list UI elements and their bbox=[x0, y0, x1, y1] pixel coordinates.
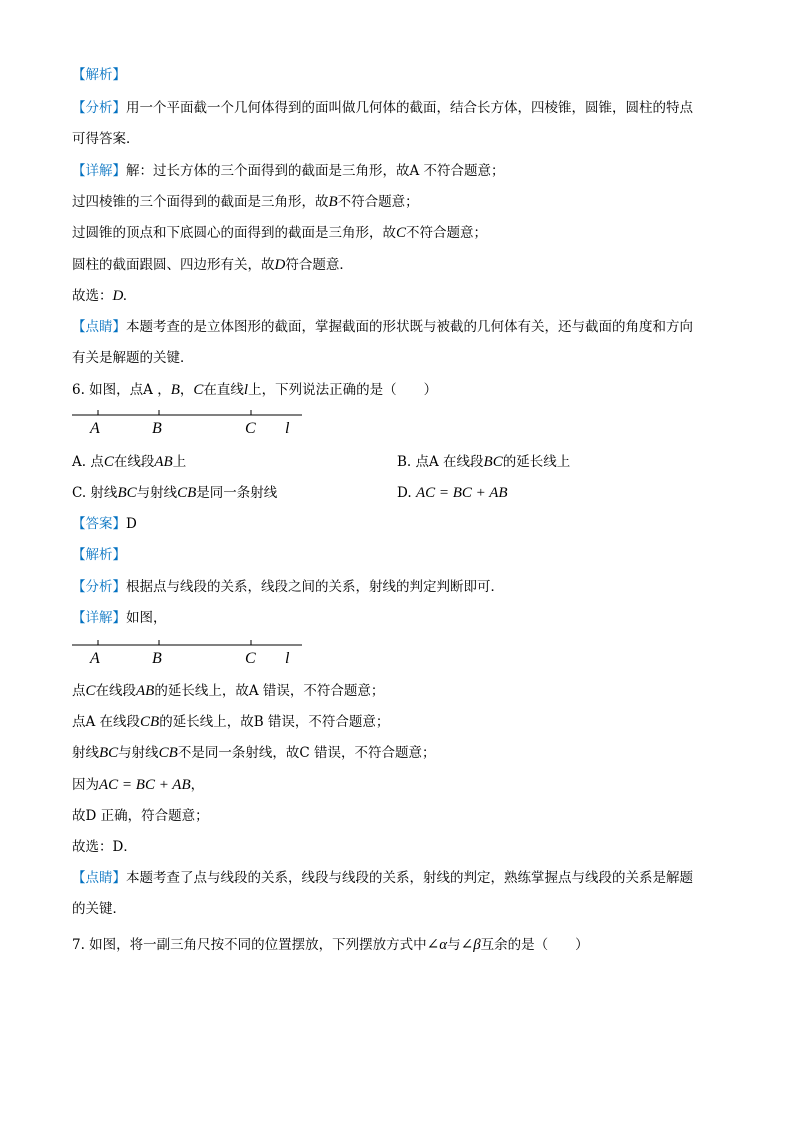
math-expr: AC = BC + AB bbox=[415, 485, 508, 501]
comment-text: 本题考查的是立体图形的截面，掌握截面的形状既与被截的几何体有关，还与截面的角度和方向 bbox=[126, 319, 693, 335]
detail-q6-2 bbox=[72, 713, 389, 731]
math-angle-beta: ∠β bbox=[460, 937, 481, 953]
xiangjie-line-q6 bbox=[72, 609, 167, 627]
math-expr: AC = BC + AB bbox=[99, 777, 191, 793]
xiangjie-tag: 【详解】 bbox=[72, 163, 126, 179]
detail-text: 不是同一条射线，故C 错误，不符合题意； bbox=[177, 745, 436, 761]
detail-q6-4 bbox=[72, 776, 204, 794]
choose-label: 故选： bbox=[72, 288, 113, 304]
line-figure-question bbox=[70, 406, 304, 438]
detail-text: 过四棱锥的三个面得到的截面是三角形，故 bbox=[72, 194, 329, 210]
fenxi-text: 用一个平面截一个几何体得到的面叫做几何体的截面，结合长方体，四棱锥，圆锥，圆柱的特点 bbox=[126, 100, 693, 116]
option-text: 上 bbox=[172, 454, 187, 470]
answer-value: D bbox=[126, 516, 137, 532]
math-var: AB bbox=[154, 454, 173, 470]
point-label-a: A bbox=[90, 420, 100, 437]
comment-text: 本题考查了点与线段的关系，线段与线段的关系，射线的判定，熟练掌握点与线段的关系是解题 bbox=[126, 870, 693, 886]
detail-line-4 bbox=[72, 256, 353, 274]
choose-answer: D. bbox=[112, 288, 128, 304]
detail-text: 不符合题意； bbox=[406, 225, 488, 241]
stem-text: ， bbox=[179, 382, 194, 398]
line-figure-solution bbox=[70, 636, 304, 668]
detail-text: 因为 bbox=[72, 777, 99, 793]
analysis-heading: 【解析】 bbox=[72, 67, 126, 83]
choose-line bbox=[72, 287, 127, 305]
analysis-heading-q6: 【解析】 bbox=[72, 547, 126, 563]
detail-q6-5: 故D 正确，符合题意； bbox=[72, 808, 209, 824]
detail-text: 点 bbox=[72, 683, 86, 699]
math-var: CB bbox=[158, 745, 178, 761]
option-text: A. 点 bbox=[72, 454, 104, 470]
detail-q6-3 bbox=[72, 744, 435, 762]
fenxi-tag: 【分析】 bbox=[72, 100, 126, 116]
detail-text: 过圆锥的顶点和下底圆心的面得到的截面是三角形，故 bbox=[72, 225, 396, 241]
option-a bbox=[72, 453, 186, 471]
stem-text: 6. 如图，点A ， bbox=[72, 382, 171, 398]
math-var: CB bbox=[140, 714, 160, 730]
analysis-paragraph bbox=[72, 99, 693, 117]
detail-line-1 bbox=[72, 162, 505, 180]
detail-text: 的延长线上，故A 错误，不符合题意； bbox=[154, 683, 385, 699]
option-d bbox=[397, 484, 508, 502]
option-text: 的延长线上 bbox=[502, 454, 571, 470]
stem-text: 在直线 bbox=[203, 382, 244, 398]
math-var: B bbox=[328, 194, 338, 210]
answer-tag: 【答案】 bbox=[72, 516, 126, 532]
option-text: B. 点A 在线段 bbox=[397, 454, 484, 470]
point-label-c: C bbox=[245, 650, 256, 667]
detail-text: 符合题意． bbox=[285, 257, 353, 273]
line-label-l: l bbox=[285, 650, 290, 667]
math-var: BC bbox=[117, 485, 137, 501]
detail-text: 在线段 bbox=[95, 683, 137, 699]
detail-text: ， bbox=[190, 777, 205, 793]
option-c bbox=[72, 484, 277, 502]
comment-q6-1 bbox=[72, 869, 693, 887]
detail-line-3 bbox=[72, 224, 487, 242]
dianjing-tag: 【点睛】 bbox=[72, 870, 126, 886]
comment-line-1 bbox=[72, 318, 693, 336]
math-var: BC bbox=[483, 454, 503, 470]
fenxi-text: 根据点与线段的关系，线段之间的关系，射线的判定判断即可． bbox=[126, 579, 504, 595]
question-7-stem bbox=[72, 936, 589, 954]
option-text: 在线段 bbox=[113, 454, 155, 470]
dianjing-tag: 【点睛】 bbox=[72, 319, 126, 335]
detail-text: 不符合题意； bbox=[337, 194, 419, 210]
point-label-b: B bbox=[152, 650, 162, 667]
fenxi-tag: 【分析】 bbox=[72, 579, 126, 595]
xiangjie-tag: 【详解】 bbox=[72, 610, 126, 626]
math-var: CB bbox=[177, 485, 197, 501]
detail-q6-6: 故选：D． bbox=[72, 839, 137, 855]
detail-text: 圆柱的截面跟圆、四边形有关，故 bbox=[72, 257, 275, 273]
math-var: C bbox=[103, 454, 114, 470]
math-var: BC bbox=[99, 745, 119, 761]
detail-text: 的延长线上，故B 错误，不符合题意； bbox=[159, 714, 390, 730]
option-text: D. bbox=[397, 485, 416, 501]
point-label-c: C bbox=[245, 420, 256, 437]
math-var: C bbox=[396, 225, 407, 241]
option-b bbox=[397, 453, 570, 471]
stem-text: 与 bbox=[447, 937, 461, 953]
stem-text: 7. 如图，将一副三角尺按不同的位置摆放，下列摆放方式中 bbox=[72, 937, 427, 953]
stem-text: 互余的是（ ） bbox=[480, 937, 589, 953]
fenxi-line-q6 bbox=[72, 578, 504, 596]
comment-line-2: 有关是解题的关键． bbox=[72, 350, 194, 366]
detail-line-2 bbox=[72, 193, 419, 211]
math-var: D bbox=[274, 257, 286, 273]
line-label-l: l bbox=[285, 420, 290, 437]
math-var: AB bbox=[136, 683, 155, 699]
math-angle-alpha: ∠α bbox=[426, 937, 448, 953]
answer-line bbox=[72, 515, 137, 533]
math-var: C bbox=[85, 683, 96, 699]
option-text: C. 射线 bbox=[72, 485, 118, 501]
detail-text: 与射线 bbox=[118, 745, 159, 761]
option-text: 与射线 bbox=[136, 485, 178, 501]
detail-text-1: 解：过长方体的三个面得到的截面是三角形，故A 不符合题意； bbox=[126, 163, 505, 179]
math-var: C bbox=[193, 382, 204, 398]
detail-text: 射线 bbox=[72, 745, 99, 761]
math-var: B bbox=[170, 382, 180, 398]
question-6-stem bbox=[72, 381, 437, 399]
xiangjie-text: 如图， bbox=[126, 610, 167, 626]
stem-text: 上，下列说法正确的是（ ） bbox=[248, 382, 438, 398]
analysis-paragraph-cont: 可得答案． bbox=[72, 131, 140, 147]
option-text: 是同一条射线 bbox=[196, 485, 278, 501]
detail-text: 点A 在线段 bbox=[72, 714, 141, 730]
point-label-b: B bbox=[152, 420, 162, 437]
math-var: l bbox=[243, 382, 249, 398]
point-label-a: A bbox=[90, 650, 100, 667]
comment-q6-2: 的关键． bbox=[72, 901, 126, 917]
detail-q6-1 bbox=[72, 682, 384, 700]
